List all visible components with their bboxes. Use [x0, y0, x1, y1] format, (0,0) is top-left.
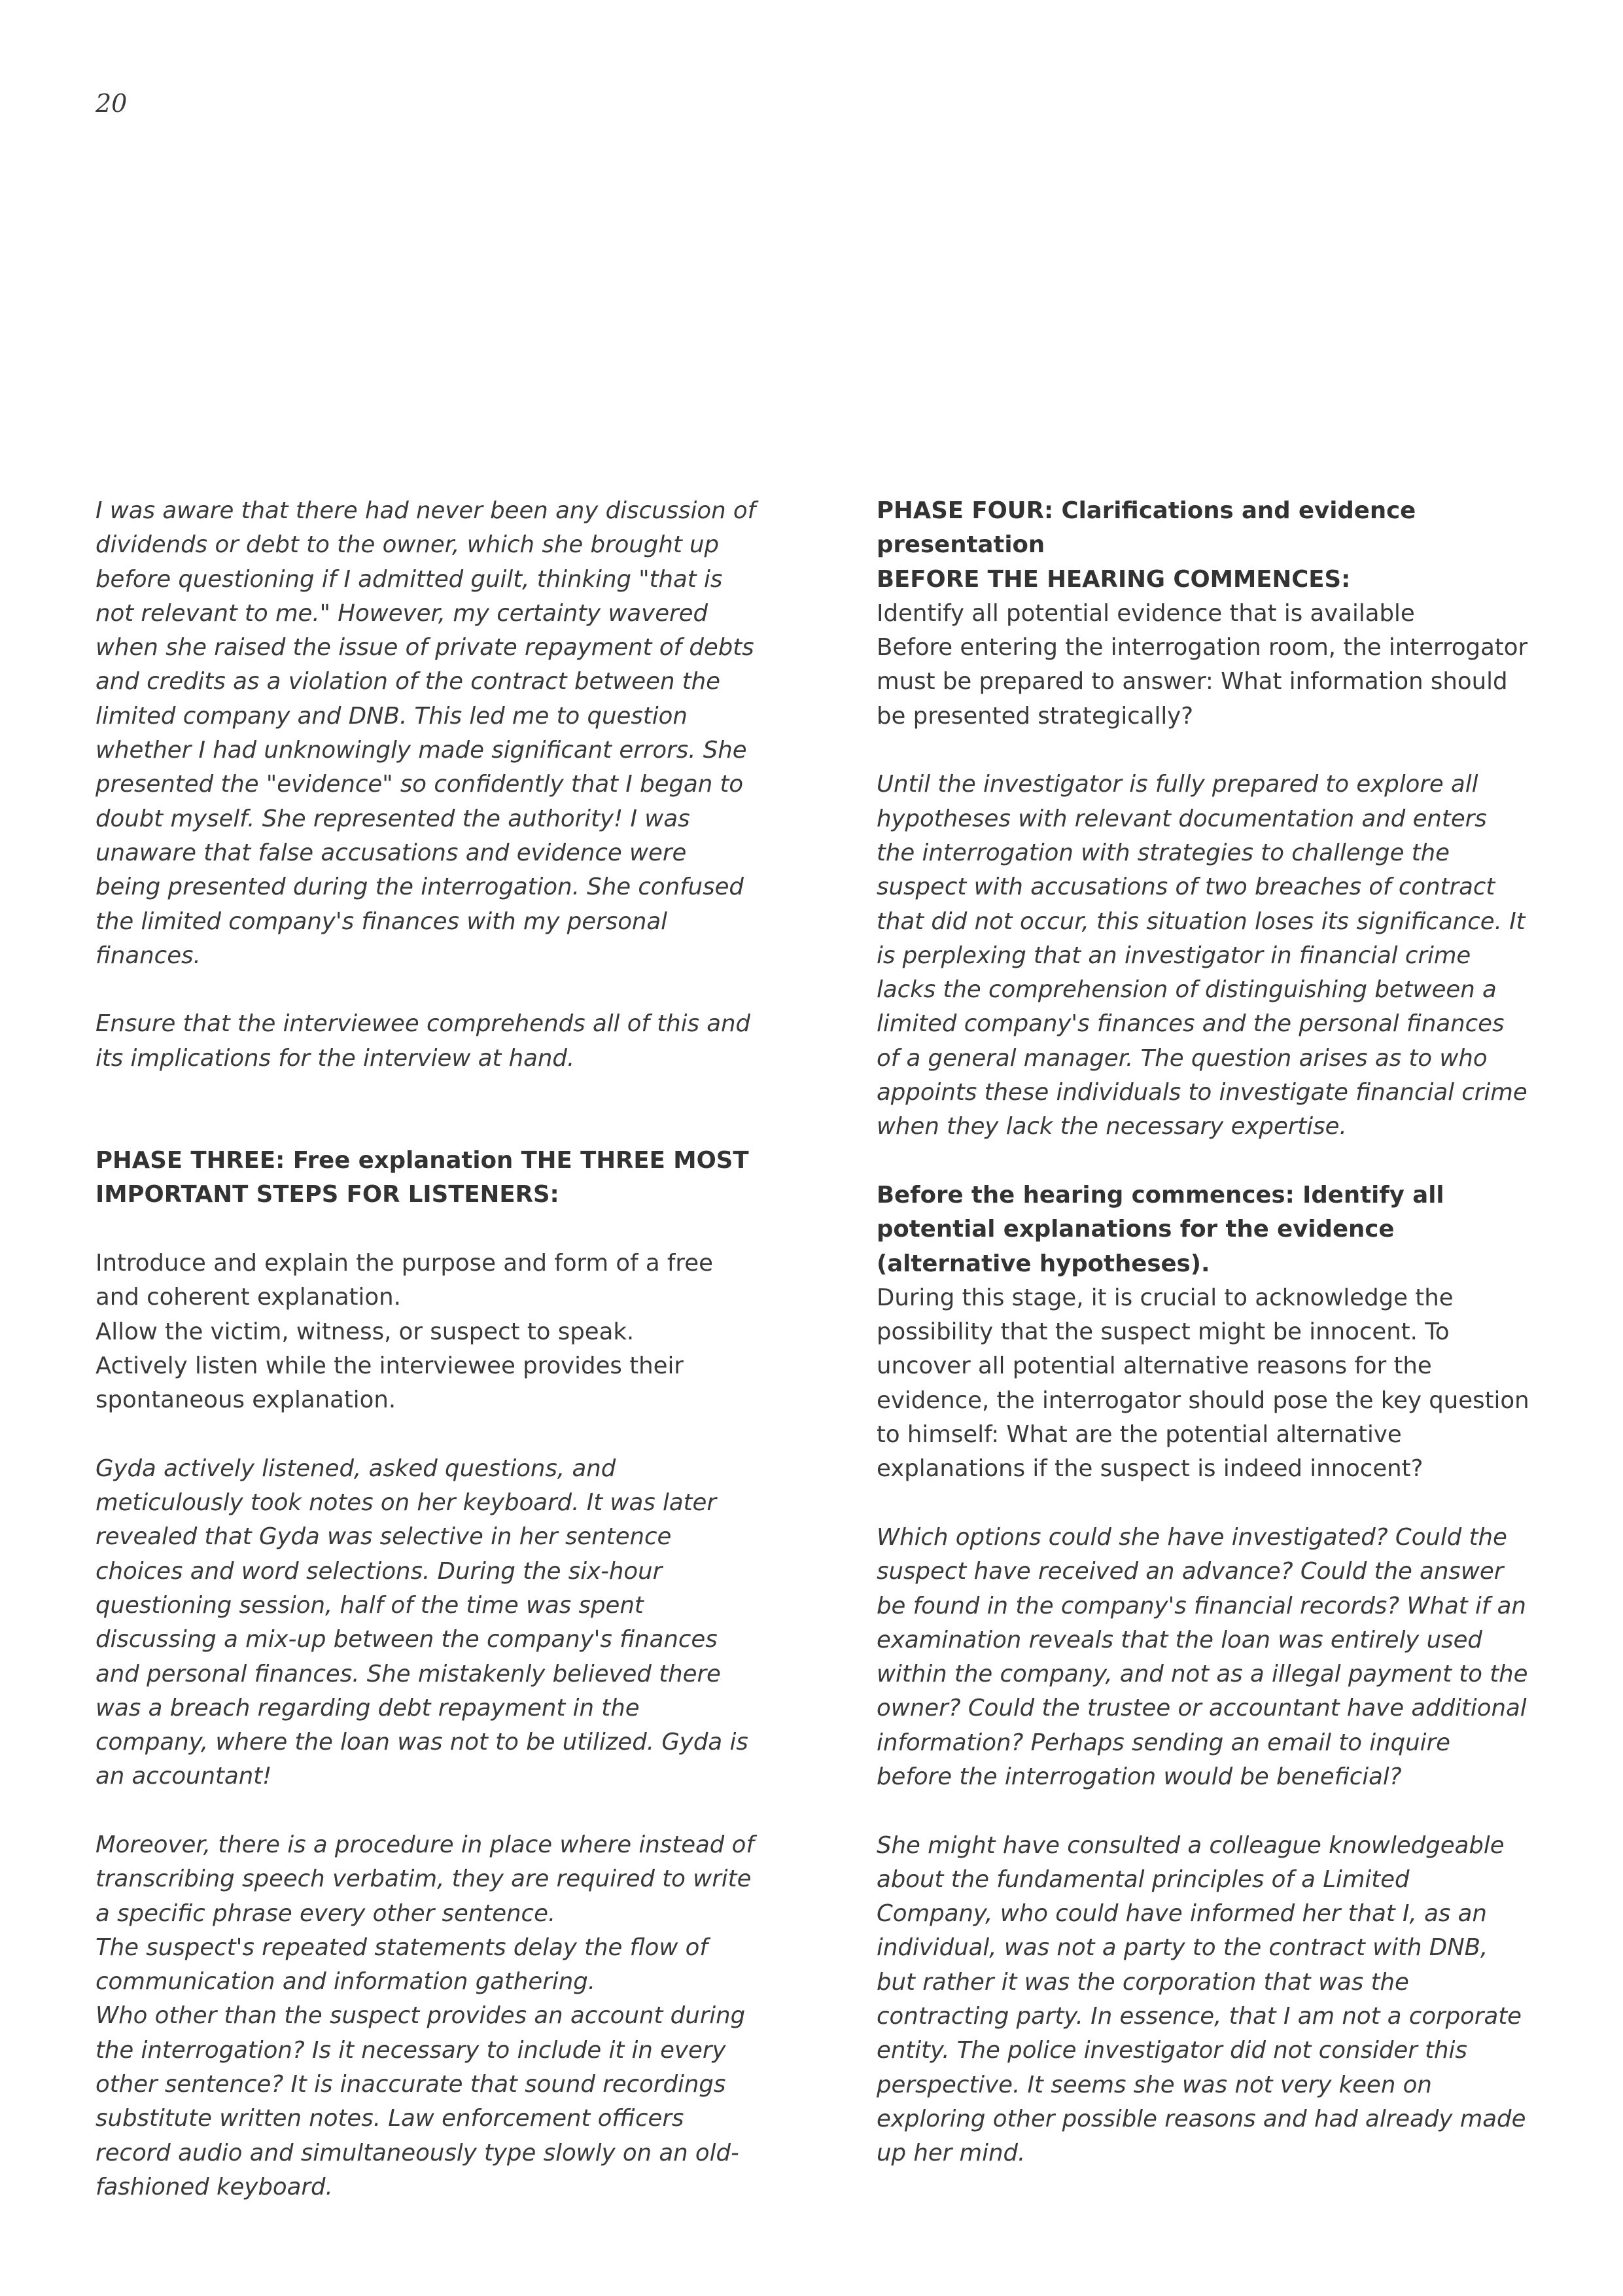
before-hearing-heading: BEFORE THE HEARING COMMENCES:: [877, 565, 1351, 593]
prepared-text: Before entering the interrogation room, the interrogator must be prepared to answer: What information should be presented strategically?: [877, 634, 1528, 730]
procedure-line: Who other than the suspect provides an account during the interrogation? Is it necessary to include it in every other sentence? It is inaccurate that sound recordings substitute written notes. Law enforcement officers record audio and simultaneously type slowly on an old-fashioned keyboard.: [96, 2002, 746, 2200]
left-column: [96, 494, 756, 2204]
procedure-line: Moreover, there is a procedure in place where instead of transcribing speech verbatim, they are required to write a specific phrase every other sentence.: [96, 1831, 754, 1927]
ensure-paragraph: Ensure that the interviewee comprehends all of this and its implications for the interview at hand.: [96, 1010, 751, 1072]
step-item: Introduce and explain the purpose and form of a free and coherent explanation.: [96, 1249, 713, 1311]
procedure-paragraph: [96, 1828, 756, 2204]
options-paragraph: Which options could she have investigated? Could the suspect have received an advance? Could the answer be found in the company's financial records? What if an examination reveals that the loan was entirely used within the company, and not as a illegal payment to the owner? Could the trustee or accountant have additional information? Perhaps sending an email to inquire before the interrogation would be beneficial?: [877, 1523, 1528, 1790]
right-column: [877, 494, 1531, 2171]
alternative-hypotheses-block: [877, 1178, 1531, 1487]
alternative-hypotheses-text: During this stage, it is crucial to acknowledge the possibility that the suspect might be innocent. To uncover all potential alternative reasons for the evidence, the interrogator should pose the key question to himself: What are the potential alternative explanations if the suspect is indeed innocent?: [877, 1284, 1529, 1483]
phase-four-block: [877, 494, 1531, 733]
until-paragraph: Until the investigator is fully prepared to explore all hypotheses with relevant documentation and enters the interrogation with strategies to challenge the suspect with accusations of two breaches of contract that did not occur, this situation loses its significance. It is perplexing that an investigator in financial crime lacks the comprehension of distinguishing between a limited company's finances and the personal finances of a general manager. The question arises as to who appoints these individuals to investigate financial crime when they lack the necessary expertise.: [877, 771, 1527, 1140]
phase-three-heading: PHASE THREE: Free explanation THE THREE MOST IMPORTANT STEPS FOR LISTENERS:: [96, 1147, 749, 1209]
alternative-hypotheses-heading: Before the hearing commences: Identify all potential explanations for the evidence (alternative hypotheses).: [877, 1181, 1444, 1277]
identify-evidence-line: Identify all potential evidence that is available: [877, 599, 1415, 627]
page-number: 20: [96, 89, 128, 118]
step-item: Actively listen while the interviewee provides their spontaneous explanation.: [96, 1352, 684, 1414]
recollection-paragraph: I was aware that there had never been any discussion of dividends or debt to the owner, which she brought up before questioning if I admitted guilt, thinking "that is not relevant to me." However, my certainty wavered when she raised the issue of private repayment of debts and credits as a violation of the contract between the limited company and DNB. This led me to question whether I had unknowingly made significant errors. She presented the "evidence" so confidently that I began to doubt myself. She represented the authority! I was unaware that false accusations and evidence were being presented during the interrogation. She confused the limited company's finances with my personal finances.: [96, 497, 756, 969]
phase-four-heading: PHASE FOUR: Clarifications and evidence presentation: [877, 497, 1416, 559]
procedure-line: The suspect's repeated statements delay the flow of communication and information gathering.: [96, 1934, 708, 1996]
step-item: Allow the victim, witness, or suspect to speak.: [96, 1318, 635, 1345]
steps-list: [96, 1246, 756, 1417]
gyda-paragraph: Gyda actively listened, asked questions, and meticulously took notes on her keyboard. It was later revealed that Gyda was selective in her sentence choices and word selections. During the six-hour questioning session, half of the time was spent discussing a mix-up between the company's finances and personal finances. She mistakenly believed there was a breach regarding debt repayment in the company, where the loan was not to be utilized. Gyda is an accountant!: [96, 1455, 748, 1790]
colleague-paragraph: She might have consulted a colleague knowledgeable about the fundamental principles of a Limited Company, who could have informed her that I, as an individual, was not a party to the contract with DNB, but rather it was the corporation that was the contracting party. In essence, that I am not a corporate entity. The police investigator did not consider this perspective. It seems she was not very keen on exploring other possible reasons and had already made up her mind.: [877, 1831, 1526, 2167]
